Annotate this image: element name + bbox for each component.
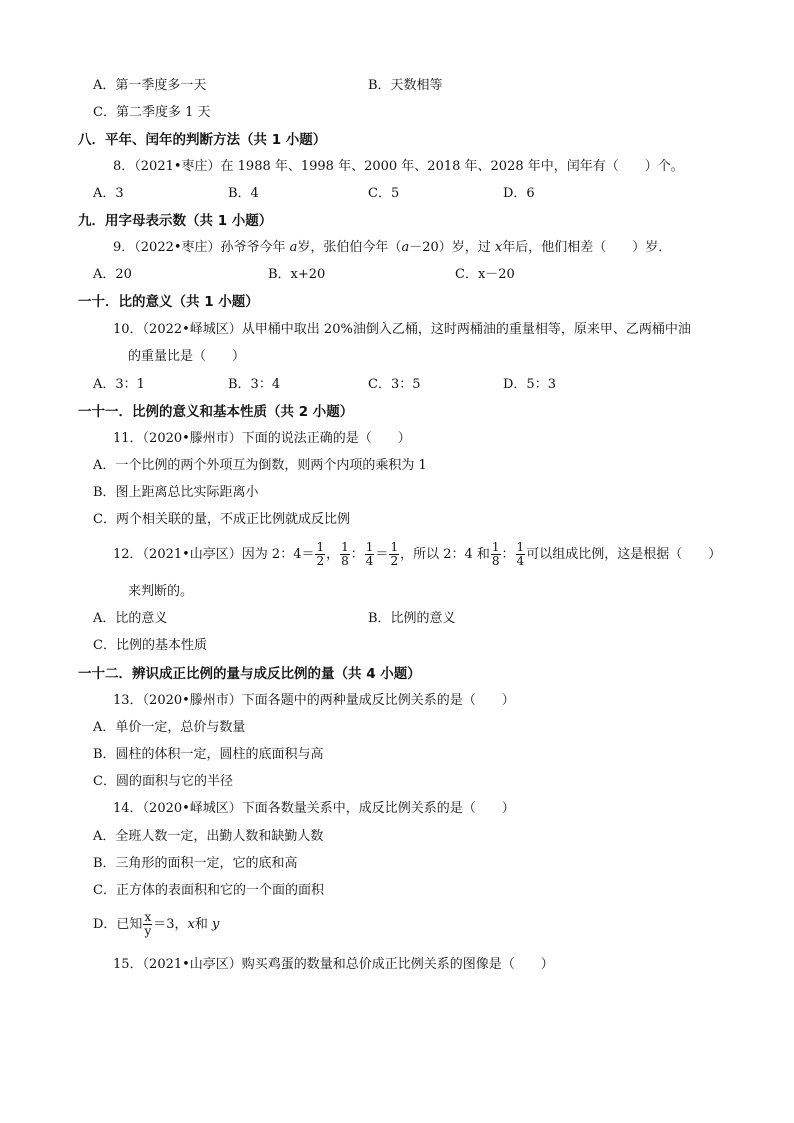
option-a: A．3：1 (93, 377, 145, 392)
option-b: B．圆柱的体积一定，圆柱的底面积与高 (93, 747, 324, 762)
option-a: A．全班人数一定，出勤人数和缺勤人数 (93, 829, 324, 844)
question-8: 8．（2021•枣庄）在 1988 年、1998 年、2000 年、2018 年、2028 年中，闰年有（ ）个。 (113, 159, 684, 174)
fraction (389, 541, 399, 568)
question-text: 岁，张伯伯今年（ (297, 240, 402, 255)
denominator: y (144, 924, 152, 938)
fraction (340, 541, 350, 568)
section-title: 九．用字母表示数（共 1 小题） (78, 213, 273, 229)
option-d: D．6 (503, 186, 535, 201)
option-a: A．20 (93, 267, 132, 282)
fraction (315, 541, 325, 568)
fraction (491, 541, 501, 568)
option-b: B．天数相等 (368, 78, 443, 93)
question-text: 9．（2022•枣庄）孙爷爷今年 (113, 240, 290, 255)
option-b: B．图上距离总比实际距离小 (93, 485, 259, 500)
option-d (93, 910, 219, 940)
question-11: 11．（2020•滕州市）下面的说法正确的是（ ） (113, 431, 411, 446)
separator: ： (501, 547, 515, 562)
denominator: 8 (341, 554, 349, 568)
fraction (143, 911, 152, 938)
variable-x: x (494, 240, 503, 255)
option-text: D．已知 (93, 917, 143, 932)
option-text: ＝3， (153, 917, 188, 932)
option-a: A．第一季度多一天 (93, 78, 207, 93)
question-13: 13．（2020•滕州市）下面各题中的两种量成反比例关系的是（ ） (113, 693, 515, 708)
question-14: 14．（2020•峄城区）下面各数量关系中，成反比例关系的是（ ） (113, 801, 515, 816)
section-title: 一十二．辨识成正比例的量与成反比例的量（共 4 小题） (78, 666, 421, 682)
option-b: B．4 (228, 186, 259, 201)
option-c: C．第二季度多 1 天 (93, 105, 211, 120)
variable-x: x (187, 917, 195, 932)
option-text: 和 (194, 917, 212, 932)
question-12-continued: 来判断的。 (128, 584, 194, 599)
numerator: 1 (316, 540, 325, 554)
option-c: C．3：5 (368, 377, 421, 392)
question-10-continued: 的重量比是（ ） (128, 349, 246, 364)
numerator: x (144, 910, 152, 924)
option-b: B．比例的意义 (368, 611, 456, 626)
numerator: 1 (341, 540, 349, 554)
question-text: 年后，他们相差（ ）岁． (502, 240, 672, 255)
question-12 (113, 540, 721, 570)
variable-a: a (401, 240, 410, 255)
question-text: ，所以 2：4 和 (400, 547, 490, 562)
option-b: B．x+20 (268, 267, 326, 282)
numerator: 1 (390, 540, 399, 554)
question-15: 15．（2021•山亭区）购买鸡蛋的数量和总价成正比例关系的图像是（ ） (113, 957, 554, 972)
option-c: C．两个相关联的量，不成正比例就成反比例 (93, 512, 350, 527)
section-title: 一十一．比例的意义和基本性质（共 2 小题） (78, 404, 354, 420)
option-c: C．5 (368, 186, 400, 201)
option-a: A．单价一定，总价与数量 (93, 720, 246, 735)
fraction (516, 541, 526, 568)
denominator: 2 (316, 554, 325, 568)
option-c: C．圆的面积与它的半径 (93, 774, 233, 789)
denominator: 4 (516, 554, 525, 568)
option-a: A．3 (93, 186, 124, 201)
section-title: 一十．比的意义（共 1 小题） (78, 294, 259, 310)
question-9 (113, 240, 671, 256)
option-c: C．正方体的表面积和它的一个面的面积 (93, 883, 324, 898)
separator: ： (350, 547, 364, 562)
question-text: －20）岁，过 (409, 240, 495, 255)
question-text: 可以组成比例，这是根据（ ） (526, 547, 722, 562)
numerator: 1 (516, 540, 525, 554)
question-10: 10．（2022•峄城区）从甲桶中取出 20%油倒入乙桶，这时两桶油的重量相等，原来甲、乙两桶中油 (113, 322, 691, 337)
separator: ， (326, 547, 340, 562)
question-text: 12．（2021•山亭区）因为 2：4＝ (113, 547, 315, 562)
numerator: 1 (365, 540, 374, 554)
section-title: 八．平年、闰年的判断方法（共 1 小题） (78, 132, 327, 148)
option-a: A．一个比例的两个外项互为倒数，则两个内项的乘积为 1 (93, 458, 427, 473)
option-c: C．x－20 (455, 267, 515, 282)
option-b: B．3：4 (228, 377, 281, 392)
variable-y: y (211, 917, 220, 932)
option-c: C．比例的基本性质 (93, 638, 207, 653)
denominator: 8 (491, 554, 500, 568)
separator: ＝ (375, 547, 389, 562)
variable-a: a (289, 240, 298, 255)
numerator: 1 (491, 540, 500, 554)
option-d: D．5：3 (503, 377, 556, 392)
fraction (365, 541, 375, 568)
denominator: 2 (390, 554, 399, 568)
denominator: 4 (365, 554, 374, 568)
option-a: A．比的意义 (93, 611, 168, 626)
option-b: B．三角形的面积一定，它的底和高 (93, 856, 298, 871)
